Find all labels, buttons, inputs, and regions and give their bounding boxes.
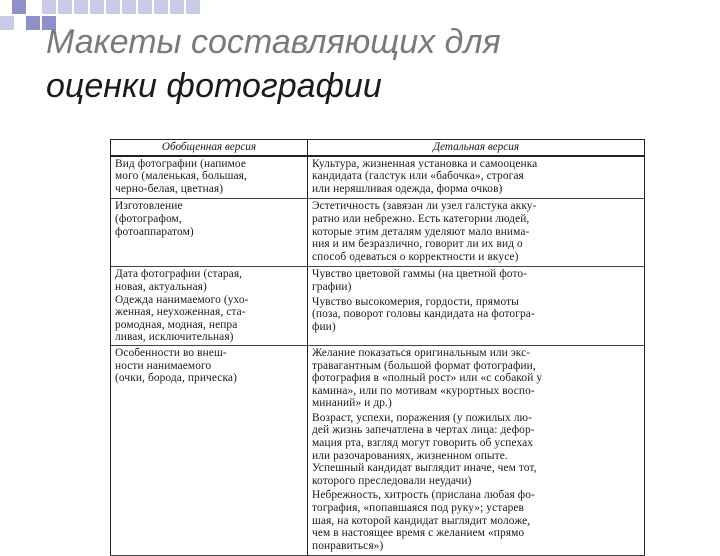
cell-text-line: понравиться») bbox=[312, 539, 384, 552]
cell-text-line: Культура, жизненная установка и самооценка bbox=[312, 157, 538, 170]
cell-text-line: новая, актуальная) bbox=[115, 280, 207, 293]
detailed-paragraph bbox=[312, 296, 640, 334]
title-line-2: оценки фотографии bbox=[46, 67, 382, 105]
cell-text-line: Дата фотографии (старая, bbox=[115, 268, 243, 281]
cell-text-line: Вид фотографии (напимое bbox=[115, 157, 247, 170]
cell-text-line: минаний» и др.) bbox=[312, 397, 392, 410]
cell-text-line: травагантным (большой формат фотографии, bbox=[312, 359, 536, 372]
cell-text-line: Особенности во внеш- bbox=[115, 346, 227, 359]
cell-text-line: Изготовление bbox=[115, 200, 183, 213]
cell-text-line: ния и им безразлично, говорит ли их вид о bbox=[312, 238, 523, 251]
cell-text-line: фии) bbox=[312, 320, 336, 333]
generalized-cell bbox=[111, 199, 308, 267]
cell-text-line: способ одеваться о корректности и вкусе) bbox=[312, 250, 519, 263]
detailed-paragraph bbox=[312, 347, 640, 410]
cell-text-line: или разочарованиях, жизненном опыте. bbox=[312, 449, 508, 462]
slide-title bbox=[46, 20, 686, 108]
cell-text-line: Небрежность, хитрость (прислана любая фо- bbox=[312, 489, 535, 502]
cell-text-line: ливая, исключительная) bbox=[115, 331, 234, 344]
cell-text-line: ромодная, модная, непра bbox=[115, 318, 238, 331]
cell-text-line: ности нанимаемого bbox=[115, 359, 212, 372]
table-row bbox=[111, 267, 645, 346]
cell-text-line: Успешный кандидат выглядит иначе, чем тот, bbox=[312, 462, 537, 475]
evaluation-table bbox=[110, 139, 645, 556]
cell-text-line: ратно или небрежно. Есть категории людей, bbox=[312, 212, 530, 225]
cell-text-line: Желание показаться оригинальным или экс- bbox=[312, 346, 531, 359]
detailed-cell bbox=[308, 199, 645, 267]
detailed-cell bbox=[308, 267, 645, 346]
cell-text-line: которого преследовали неудачи) bbox=[312, 474, 472, 487]
title-line-1: Макеты составляющих для bbox=[46, 23, 501, 61]
detailed-cell bbox=[308, 156, 645, 199]
cell-text-line: камина», или по мотивам «курортных воспо- bbox=[312, 384, 535, 397]
cell-text-line: (поза, поворот головы кандидата на фотогра- bbox=[312, 308, 535, 321]
table-row bbox=[111, 345, 645, 556]
cell-text-line: черно-белая, цветная) bbox=[115, 182, 224, 195]
cell-text-line: Возраст, успехи, поражения (у пожилых лю- bbox=[312, 411, 533, 424]
detailed-paragraph bbox=[312, 200, 640, 263]
cell-text-line: кандидата (галстук или «бабочка», строгая bbox=[312, 170, 524, 183]
cell-text-line: Чувство цветовой гаммы (на цветной фото- bbox=[312, 268, 528, 281]
header-generalized: Обобщенная версия bbox=[111, 140, 308, 156]
detailed-paragraph bbox=[312, 158, 640, 196]
detailed-paragraph bbox=[312, 268, 640, 293]
cell-text-line: (фотографом, bbox=[115, 212, 182, 225]
cell-text-line: мого (маленькая, большая, bbox=[115, 170, 247, 183]
cell-text-line: Эстетичность (завязан ли узел галстука акку- bbox=[312, 200, 537, 213]
generalized-cell bbox=[111, 156, 308, 199]
detailed-paragraph bbox=[312, 489, 640, 552]
cell-text-line: Одежда нанимаемого (ухо- bbox=[115, 293, 249, 306]
cell-text-line: шая, на которой кандидат выглядит моложе, bbox=[312, 514, 531, 527]
cell-text-line: или неряшливая одежда, форма очков) bbox=[312, 182, 503, 195]
cell-text-line: которые этим деталям уделяют мало внима- bbox=[312, 225, 530, 238]
cell-text-line: женная, неухоженная, ста- bbox=[115, 306, 246, 319]
cell-text-line: дей жизнь запечатлена в чертах лица: дефор- bbox=[312, 424, 535, 437]
header-detailed: Детальная версия bbox=[308, 140, 645, 156]
detailed-paragraph bbox=[312, 412, 640, 488]
table-row bbox=[111, 156, 645, 199]
cell-text-line: фотография в «полный рост» или «с собакой у bbox=[312, 372, 543, 385]
cell-text-line: фотоаппаратом) bbox=[115, 225, 194, 238]
cell-text-line: Чувство высокомерия, гордости, прямоты bbox=[312, 295, 519, 308]
cell-text-line: графии) bbox=[312, 280, 352, 293]
cell-text-line: мация рта, взгляд могут говорить об успехах bbox=[312, 437, 534, 450]
table-row bbox=[111, 199, 645, 267]
cell-text-line: чем в настоящее время с желанием «прямо bbox=[312, 527, 525, 540]
cell-text-line: (очки, борода, прическа) bbox=[115, 372, 237, 385]
detailed-cell bbox=[308, 345, 645, 556]
generalized-cell bbox=[111, 345, 308, 556]
generalized-cell bbox=[111, 267, 308, 346]
cell-text-line: тография, «попавшаяся под руку»; устарев bbox=[312, 502, 525, 515]
